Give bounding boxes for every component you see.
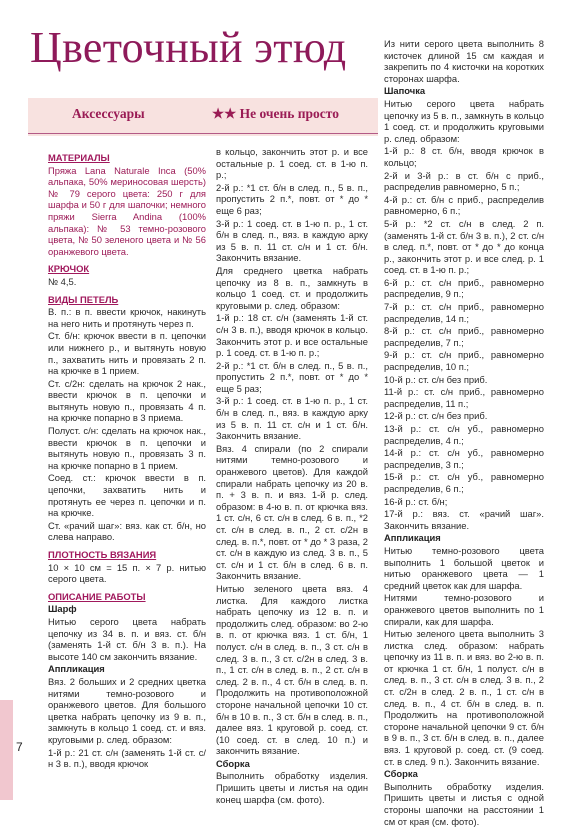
text-column-3 xyxy=(384,38,544,828)
paragraph: в кольцо, закончить этот р. и все остальные р. 1 соед. ст. в 1-ю п. р.; xyxy=(216,146,368,181)
section-heading: КРЮЧОК xyxy=(48,263,90,275)
paragraph: Ст. с/2н: сделать на крючок 2 нак., ввести крючок в п. цепочки и вытянуть новую п., провязать 4 п. на крючке попарно в 3 приема. xyxy=(48,377,206,424)
paragraph: 1-й р.: 8 ст. б/н, вводя крючок в кольцо; xyxy=(384,145,544,168)
text-column-2 xyxy=(216,146,368,806)
paragraph: 14-й р.: ст. с/н уб., равномерно распределив, 3 п.; xyxy=(384,447,544,470)
paragraph: 8-й р.: ст. с/н приб., равномерно распределив, 7 п.; xyxy=(384,325,544,348)
subsection-heading: Сборка xyxy=(216,757,250,769)
paragraph: 16-й р.: ст. б/н; xyxy=(384,495,448,507)
paragraph: Вяз. 2 больших и 2 средних цветка нитями темно-розового и оранжевого цветов. Для большого цветка набрать цепочку из 9 в. п., замкнуть в кольцо 1 соед. ст. и вяз. круговыми р. след. образом: xyxy=(48,675,206,745)
paragraph: 5-й р.: *2 ст. с/н в след. 2 п. (заменять 1-й ст. б/н 3 в. п.), 2 ст. с/н в след. п.*, повт. от * до * до конца р., закончить этот р. и все след. р. 1 соед. ст. в 1-ю п. р.; xyxy=(384,217,544,276)
paragraph: Нитью серого цвета набрать цепочку из 34 в. п. и вяз. ст. б/н (заменять 1-й ст. б/н 3 в. п.). На высоте 140 см закончить вязание. xyxy=(48,615,206,662)
paragraph: № 4,5. xyxy=(48,275,77,287)
paragraph: 17-й р.: вяз. ст. «рачий шаг». Закончить вязание. xyxy=(384,508,544,531)
paragraph: Ст. б/н: крючок ввести в п. цепочки или нижнего р., и вытянуть новую п., захватить нить и провязать 2 п. на крючке в 1 прием. xyxy=(48,330,206,377)
paragraph: 7-й р.: ст. с/н приб., равномерно распределив, 14 п.; xyxy=(384,301,544,324)
paragraph: 3-й р.: 1 соед. ст. в 1-ю п. р., 1 ст. б/н в след. п., вяз. в каждую арку из 5 в. п. 11 ст. с/н и 1 ст. б/н. Закончить вязание. xyxy=(216,395,368,442)
paragraph: Нитью темно-розового цвета выполнить 1 большой цветок и нитью оранжевого цвета — 1 средний цветок как для шарфа. xyxy=(384,544,544,591)
paragraph: 12-й р.: ст. с/н без приб. xyxy=(384,410,488,422)
paragraph: 2-й и 3-й р.: в ст. б/н с приб., распределив равномерно, 5 п.; xyxy=(384,169,544,193)
paragraph: 2-й р.: *1 ст. б/н в след. п., 5 в. п., пропустить 2 п.*, повт. от * до * еще 5 раз; xyxy=(216,359,368,394)
paragraph: Выполнить обработку изделия. Пришить цветы и листья с одной стороны шапочки на расстоянии 1 см от края (см. фото). xyxy=(384,780,544,827)
page-edge-stripe xyxy=(0,700,13,800)
paragraph: 11-й р.: ст. с/н приб., равномерно распределив, 11 п.; xyxy=(384,386,544,409)
paragraph: 10-й р.: ст. с/н без приб. xyxy=(384,373,488,385)
paragraph: 10 × 10 см = 15 п. × 7 р. нитью серого цвета. xyxy=(48,561,206,585)
paragraph: Из нити серого цвета выполнить 8 кисточек длиной 15 см каждая и закрепить по 4 кисточки на коротких сторонах шарфа. xyxy=(384,38,544,84)
paragraph: 1-й р.: 18 ст. с/н (заменять 1-й ст. с/н 3 в. п.), вводя крючок в кольцо. Закончить этот р. и все остальные р. 1 соед. ст. в 1-ю п. р.; xyxy=(216,312,368,359)
page-number: 7 xyxy=(16,740,23,754)
difficulty-label: ★★ Не очень просто xyxy=(212,106,339,121)
paragraph: Нитью зеленого цвета вяз. 4 листка. Для каждого листка набрать цепочку из 12 в. п. и продолжить след. образом: во 2-ю в. п. от крючка вяз. 1 ст. б/н, 1 полуст. с/н в след. в. п., 3 ст. с/н в след. 3 в. п., 3 ст. с/2н в след. 3 в. п., 1 ст. с/н в след. в. п., 2 ст. с/н в след. 2 в. п., 4 ст. б/н в след. в. п. Продолжить на противоположной стороне начальной цепочки 10 ст. б/н в 10 в. п., 3 ст. б/н в след. в. п., далее вяз. 1 круговой р. соед. ст. (10 соед. ст. в след. 10 п.) и закончить вязание. xyxy=(216,582,368,757)
paragraph: 4-й р.: ст. б/н с приб., распределив равномерно, 6 п.; xyxy=(384,193,544,217)
subsection-heading: Шапочка xyxy=(384,85,426,97)
paragraph: Для среднего цветка набрать цепочку из 8 в. п., замкнуть в кольцо 1 соед. ст. и продолжить круговыми р. след. образом: xyxy=(216,264,368,311)
paragraph: 15-й р.: ст. с/н уб., равномерно распределив, 6 п.; xyxy=(384,471,544,494)
subsection-heading: Аппликация xyxy=(384,532,441,544)
paragraph: Пряжа Lana Naturale Inca (50% альпака, 50% мериносовая шерсть) № 79 серого цвета: 250 г для шарфа и 50 г для шапочки; немного пряжи Sierra Andina (100% альпака): № 53 темно-розового цвета, № 50 зеленого цвета и № 56 оранжевого цвета. xyxy=(48,164,206,257)
paragraph: Ст. «рачий шаг»: вяз. как ст. б/н, но слева направо. xyxy=(48,519,206,543)
paragraph: В. п.: в п. ввести крючок, накинуть на него нить и протянуть через п. xyxy=(48,306,206,329)
paragraph: Нитями темно-розового и оранжевого цветов выполнить по 1 спирали, как для шарфа. xyxy=(384,592,544,627)
paragraph: 13-й р.: ст. с/н уб., равномерно распределив, 4 п.; xyxy=(384,423,544,446)
section-heading: МАТЕРИАЛЫ xyxy=(48,152,110,163)
subsection-heading: Шарф xyxy=(48,603,77,615)
page-title: Цветочный этюд xyxy=(30,23,347,72)
subtitle-divider xyxy=(28,133,378,134)
text-column-1 xyxy=(48,146,206,771)
paragraph: Выполнить обработку изделия. Пришить цветы и листья на один конец шарфа (см. фото). xyxy=(216,770,368,805)
section-heading: ПЛОТНОСТЬ ВЯЗАНИЯ xyxy=(48,549,157,560)
paragraph: Полуст. с/н: сделать на крючок нак., ввести крючок в п. цепочки и вытянуть новую п., провязать 3 п. на крючке попарно в 1 прием. xyxy=(48,425,206,471)
paragraph: 9-й р.: ст. с/н приб., равномерно распределив, 10 п.; xyxy=(384,349,544,373)
subsection-heading: Аппликация xyxy=(48,663,105,675)
paragraph: 2-й р.: *1 ст. б/н в след. п., 5 в. п., пропустить 2 п.*, повт. от * до * еще 6 раз; xyxy=(216,181,368,216)
paragraph: 3-й р.: 1 соед. ст. в 1-ю п. р., 1 ст. б/н в след. п., вяз. в каждую арку из 5 в. п. 11 ст. с/н и 1 ст. б/н. Закончить вязание. xyxy=(216,217,368,264)
paragraph: Вяз. 4 спирали (по 2 спирали нитями темно-розового и оранжевого цветов). Для каждой спирали набрать цепочку из 20 в. п. + 3 в. п. и вяз. 1-й р. след. образом: в 4-ю в. п. от крючка вяз. 1 ст. с/н, 6 ст. с/н в след. 6 в. п., *2 ст. с/н в след. в. п., 2 ст. с/2н в след. в. п.*, повт. от * до * 3 раза, 2 ст. с/н в каждую из след. 3 в. п., 5 ст. с/н и 1 ст. б/н в след. 6 в. п. Закончить вязание. xyxy=(216,442,368,582)
paragraph: 6-й р.: ст. с/н приб., равномерно распределив, 9 п.; xyxy=(384,276,544,300)
paragraph: 1-й р.: 21 ст. с/н (заменять 1-й ст. с/н 3 в. п.), вводя крючок xyxy=(48,746,206,770)
subsection-heading: Сборка xyxy=(384,768,418,780)
paragraph: Нитью серого цвета набрать цепочку из 5 в. п., замкнуть в кольцо 1 соед. ст. и продолжить круговыми р. след. образом: xyxy=(384,97,544,144)
paragraph: Соед. ст.: крючок ввести в п. цепочки, захватить нить и протянуть ее через п. цепочки и п. на крючке. xyxy=(48,472,206,519)
category-label: Аксессуары xyxy=(72,106,145,121)
section-heading: ОПИСАНИЕ РАБОТЫ xyxy=(48,590,146,602)
section-heading: ВИДЫ ПЕТЕЛЬ xyxy=(48,293,119,305)
paragraph: Нитью зеленого цвета выполнить 3 листка след. образом: набрать цепочку из 11 в. п. и вяз. во 2-ю в. п. от крючка 1 ст. б/н, 1 полуст. с/н в след. в. п., 3 ст. с/н в след. 3 в. п., 2 ст. с/2н в след. 2 в. п., 1 ст. с/н в след. в. п., 4 ст. б/н в след. в. п. Продолжить на противоположной стороне начальной цепочки 9 ст. б/н в 9 в. п., 3 ст. б/н в след. в. п., далее вяз. 1 круговой р. соед. ст. (9 соед. ст. в след. 9 п.). Закончить вязание. xyxy=(384,628,544,767)
